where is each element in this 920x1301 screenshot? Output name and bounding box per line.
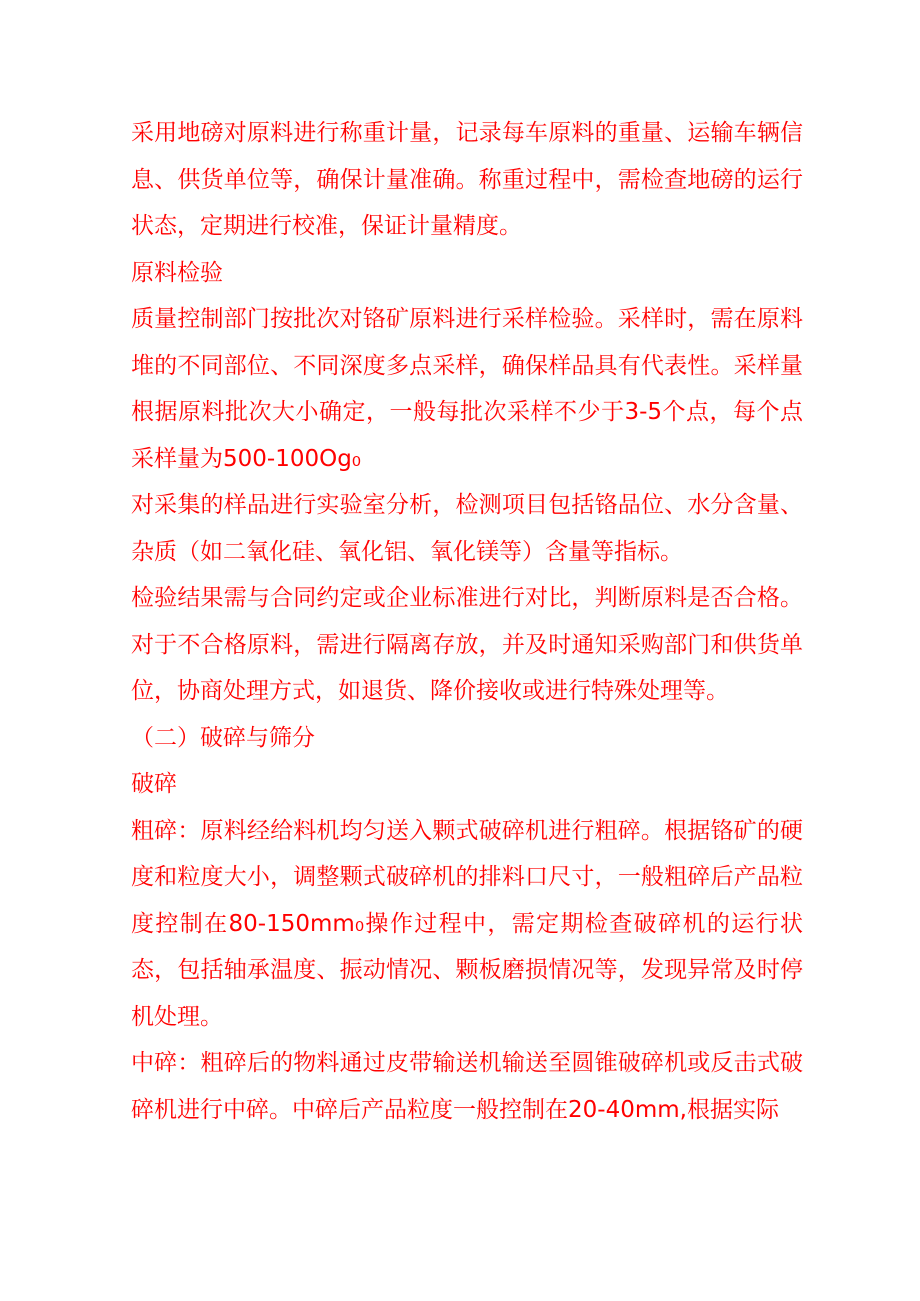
paragraph-sampling: 质量控制部门按批次对铬矿原料进行采样检验。采样时，需在原料堆的不同部位、不同深度多点采样，确保样品具有代表性。采样量根据原料批次大小确定，一般每批次采样不少于3-5个点，每个点采样量为500-100Og₀ <box>131 306 803 472</box>
paragraph-weighing: 采用地磅对原料进行称重计量，记录每车原料的重量、运输车辆信息、供货单位等，确保计量准确。称重过程中，需检查地磅的运行状态，定期进行校准，保证计量精度。 <box>131 120 803 239</box>
heading-raw-material-inspection: 原料检验 <box>131 259 223 286</box>
paragraph-medium-crushing: 中碎：粗碎后的物料通过皮带输送机输送至圆锥破碎机或反击式破碎机进行中碎。中碎后产品粒度一般控制在20-40mm,根据实际 <box>131 1050 803 1123</box>
paragraph-coarse-crushing: 粗碎：原料经给料机均匀送入颗式破碎机进行粗碎。根据铬矿的硬度和粒度大小，调整颗式破碎机的排料口尺寸，一般粗碎后产品粒度控制在80-150mm₀操作过程中，需定期检查破碎机的运行状态，包括轴承温度、振动情况、颗板磨损情况等，发现异常及时停机处理。 <box>131 817 803 1030</box>
document-body <box>131 110 803 1133</box>
heading-crushing: 破碎 <box>131 771 177 797</box>
heading-crushing-and-screening: （二）破碎与筛分 <box>131 724 315 751</box>
paragraph-lab-analysis: 对采集的样品进行实验室分析，检测项目包括铬品位、水分含量、杂质（如二氧化硅、氧化铝、氧化镁等）含量等指标。 <box>131 492 803 565</box>
paragraph-inspection-results: 检验结果需与合同约定或企业标准进行对比，判断原料是否合格。对于不合格原料，需进行隔离存放，并及时通知采购部门和供货单位，协商处理方式，如退货、降价接收或进行特殊处理等。 <box>131 585 803 704</box>
